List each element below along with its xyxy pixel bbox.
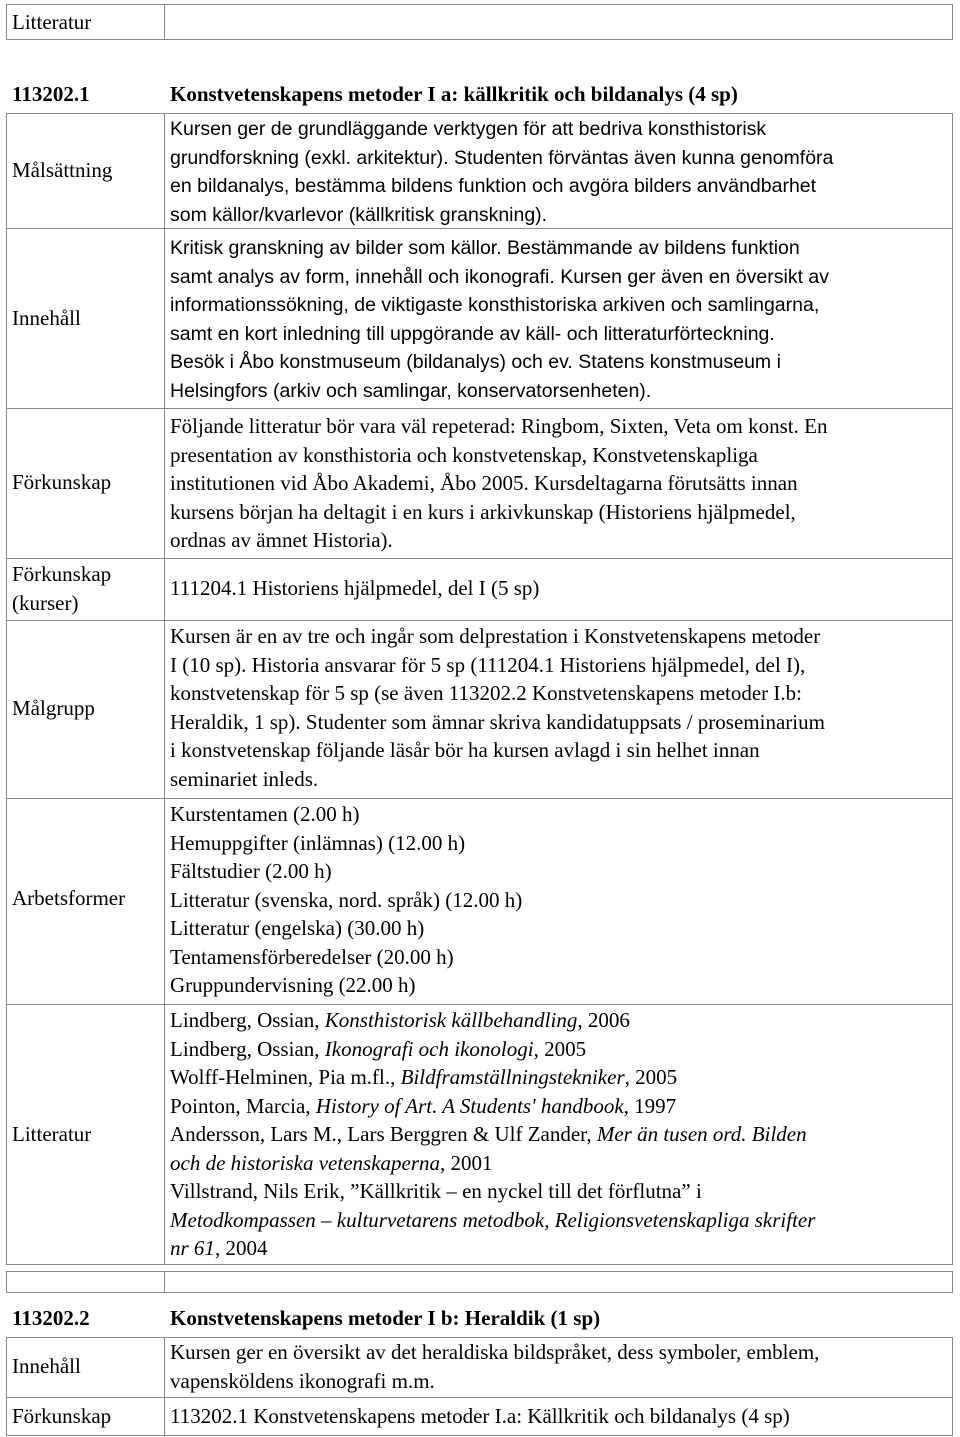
reference: Lindberg, Ossian, Konsthistorisk källbehandling, 2006 bbox=[170, 1008, 630, 1032]
reference: Andersson, Lars M., Lars Berggren & Ulf Zander, Mer än tusen ord. Bilden bbox=[170, 1122, 807, 1146]
reference: Pointon, Marcia, History of Art. A Students' handbook, 1997 bbox=[170, 1093, 677, 1118]
top-value-box bbox=[164, 4, 953, 40]
reference: och de historiska vetenskaperna, 2001 bbox=[170, 1150, 493, 1175]
malgrupp-text: Kursen är en av tre och ingår som delprestation i Konstvetenskapens metoder I (10 sp). Historia ansvarar för 5 sp (111204.1 Historiens hjälpmedel, del I), konstvetenskap för 5 sp (se även 113202.2 Konstvetenskapens metoder I.b: Heraldik, 1 sp). Studenter som ämnar skriva kandidatuppsats / proseminarium i konstvetenskap följande läsår bör ha kursen avlagd i sin helhet innan seminariet inleds. bbox=[170, 624, 825, 791]
arbetsformer-label: Arbetsformer bbox=[12, 886, 126, 910]
row-divider bbox=[6, 558, 953, 559]
reference: Lindberg, Ossian, Ikonografi och ikonologi, 2005 bbox=[170, 1036, 587, 1061]
course2-innehall-label: Innehåll bbox=[12, 1354, 81, 1378]
innehall-text: Kritisk granskning av bilder som källor. Bestämmande av bildens funktion samt analys av form, innehåll och ikonografi. Kursen ger även en översikt av informationssökning, de viktigaste konsthistoriska arkiven och samlingarna, samt en kort inledning till uppgörande av käll- och litteraturförteckning. Besök i Åbo konstmuseum (bildanalys) och ev. Statens konstmuseum i Helsingfors (arkiv och samlingar, konservatorsenheten). bbox=[170, 237, 830, 402]
course1-label-col bbox=[6, 113, 165, 1265]
innehall-label: Innehåll bbox=[12, 306, 81, 330]
malsattning-label: Målsättning bbox=[12, 158, 113, 182]
empty-row-value bbox=[164, 1271, 953, 1293]
course1-title: Konstvetenskapens metoder I a: källkritik och bildanalys (4 sp) bbox=[170, 82, 738, 106]
reference: nr 61, 2004 bbox=[170, 1236, 268, 1260]
forkunskap-text: Följande litteratur bör vara väl repeterad: Ringbom, Sixten, Veta om konst. En presentation av konsthistoria och konstvetenskap, Konstvetenskapliga institutionen vid Åbo Akademi, Åbo 2005. Kursdeltagarna förutsätts innan kursens början ha deltagit i en kurs i arkivkunskap (Historiens hjälpmedel, ordnas av ämnet Historia). bbox=[170, 414, 828, 552]
course2-forkunskap-value: 113202.1 Konstvetenskapens metoder I.a: Källkritik och bildanalys (4 sp) bbox=[170, 1404, 790, 1428]
top-litteratur-label: Litteratur bbox=[12, 10, 92, 34]
course2-forkunskap-label: Förkunskap bbox=[12, 1404, 112, 1428]
reference: Wolff-Helminen, Pia m.fl., Bildframställningstekniker, 2005 bbox=[170, 1065, 678, 1089]
malgrupp-label: Målgrupp bbox=[12, 696, 95, 720]
forkunskap-kurser-label: Förkunskap (kurser) bbox=[12, 562, 112, 615]
malsattning-text: Kursen ger de grundläggande verktygen för att bedriva konsthistorisk grundforskning (exkl. arkitektur). Studenten förväntas även kunna genomföra en bildanalys, bestämma bildens funktion och avgöra bilders användbarhet som källor/kvarlevor (källkritisk granskning). bbox=[170, 118, 834, 226]
course2-title: Konstvetenskapens metoder I b: Heraldik (1 sp) bbox=[170, 1306, 601, 1330]
reference: Metodkompassen – kulturvetarens metodbok, Religionsvetenskapliga skrifter bbox=[170, 1207, 816, 1232]
arbetsformer-list: Kurstentamen (2.00 h) Hemuppgifter (inlämnas) (12.00 h) Fältstudier (2.00 h) Litteratur (svenska, nord. språk) (12.00 h) Litteratur (engelska) (30.00 h) Tentamensförberedelser (20.00 h) Gruppundervisning (22.00 h) bbox=[170, 802, 523, 997]
row-divider bbox=[6, 1004, 953, 1005]
course2-innehall-text: Kursen ger en översikt av det heraldiska bildspråket, dess symboler, emblem, vapensköldens ikonografi m.m. bbox=[170, 1340, 820, 1393]
course1-code: 113202.1 bbox=[12, 82, 90, 106]
course1-header bbox=[12, 80, 90, 109]
litteratur-list bbox=[170, 1006, 815, 1263]
row-divider bbox=[6, 620, 953, 621]
row-divider bbox=[6, 798, 953, 799]
reference: Villstrand, Nils Erik, ”Källkritik – en nyckel till det förflutna” i bbox=[170, 1179, 702, 1203]
empty-row-label bbox=[6, 1271, 165, 1293]
course2-code: 113202.2 bbox=[12, 1306, 90, 1330]
litteratur-label: Litteratur bbox=[12, 1122, 92, 1146]
row-divider bbox=[6, 1397, 953, 1398]
forkunskap-kurser-value: 111204.1 Historiens hjälpmedel, del I (5 sp) bbox=[170, 576, 540, 600]
row-divider bbox=[6, 408, 953, 409]
forkunskap-label: Förkunskap bbox=[12, 470, 112, 494]
